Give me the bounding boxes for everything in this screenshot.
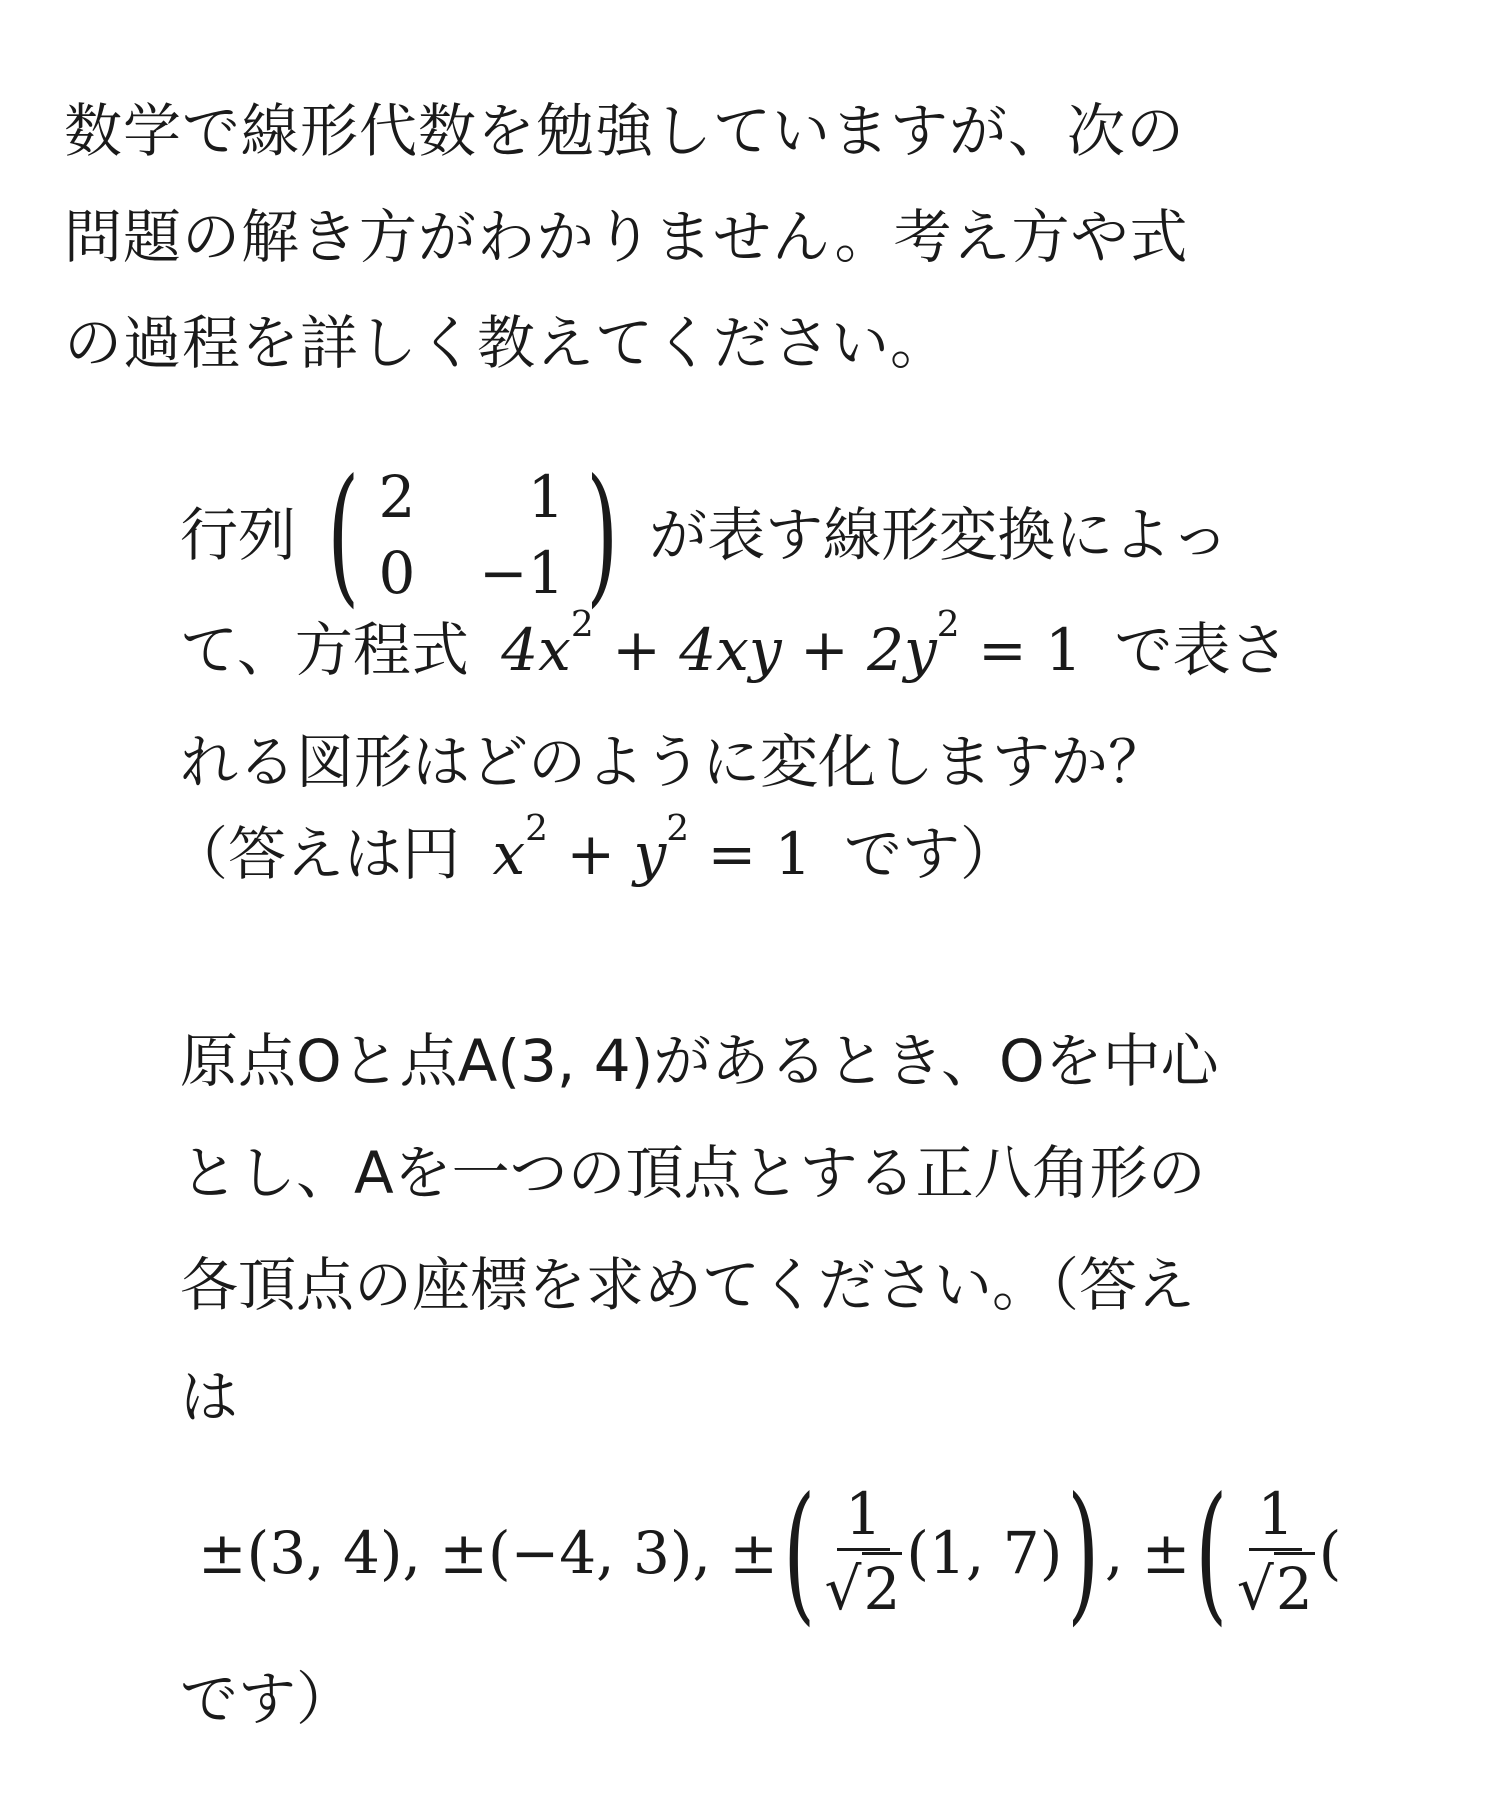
- matrix-entries: [373, 460, 573, 610]
- question-1: [170, 448, 1460, 910]
- sqrt-symbol-2: √: [1236, 1554, 1274, 1623]
- q1-answer: [170, 798, 1460, 910]
- ans-exp-1: 2: [525, 807, 549, 849]
- matrix-entry-22: −1: [479, 539, 565, 607]
- q2-line-6: です）: [180, 1665, 355, 1733]
- intro-line-3: の過程を詳しく教えてください。: [64, 309, 950, 377]
- fraction-2-numerator: 1: [1249, 1480, 1302, 1551]
- q2-line-1: 原点Oと点A(3, 4)があるとき、Oを中心: [180, 1027, 1219, 1095]
- fraction-1-numerator: 1: [837, 1480, 890, 1551]
- fraction-1-denominator: [825, 1551, 903, 1627]
- question-2: [180, 1005, 1460, 1755]
- q2-math-part-4: (: [1318, 1519, 1342, 1587]
- matrix-right-paren: ): [585, 448, 618, 622]
- fraction-2-denominator: [1237, 1551, 1315, 1627]
- q1-line2-prefix: て、方程式: [180, 616, 469, 684]
- q1-answer-postfix: です）: [843, 820, 1018, 888]
- eq-rhs: = 1: [959, 616, 1083, 684]
- q1-line-2: [180, 594, 1460, 706]
- ans-term-a: x: [492, 820, 526, 888]
- q1-line2-postfix: で表さ: [1114, 616, 1289, 684]
- q1-answer-prefix: （答えは円: [170, 820, 461, 888]
- q2-math-part-2: (1, 7): [906, 1519, 1063, 1587]
- sqrt-body: 2: [862, 1552, 903, 1623]
- intro-text: [64, 78, 1444, 396]
- q1-line-3: れる図形はどのように変化しますか？: [180, 728, 1167, 796]
- q1-prefix: 行列: [180, 501, 297, 569]
- big-left-paren-2: (: [1195, 1466, 1228, 1640]
- matrix-entry-11: 2: [378, 463, 416, 531]
- matrix-entry-12: 1: [527, 463, 565, 531]
- intro-line-2: 問題の解き方がわかりません。考え方や式: [64, 203, 1189, 271]
- ans-exp-2: 2: [666, 807, 690, 849]
- eq-term-a: 4x: [501, 616, 571, 684]
- ans-rhs: = 1: [689, 820, 812, 888]
- q1-answer-equation: [492, 807, 830, 888]
- eq-exp-2: 2: [936, 603, 960, 645]
- q2-math-part-1: ±(3, 4), ±(−4, 3), ±: [198, 1519, 778, 1587]
- fraction-2: [1237, 1480, 1315, 1627]
- intro-line-1: 数学で線形代数を勉強していますが、次の: [64, 97, 1186, 165]
- q2-answer-math: [180, 1453, 1428, 1653]
- fraction-1: [825, 1480, 903, 1627]
- eq-exp-1: 2: [570, 603, 594, 645]
- q1-equation: [501, 603, 1100, 684]
- matrix-left-paren: (: [327, 448, 360, 622]
- big-right-paren-1: ): [1067, 1466, 1100, 1640]
- q2-line-2: とし、Aを一つの頂点とする正八角形の: [180, 1139, 1206, 1207]
- q2-line-3: 各頂点の座標を求めてください。（答え: [180, 1251, 1196, 1319]
- q2-math-part-3: , ±: [1104, 1519, 1191, 1587]
- big-left-paren-1: (: [783, 1466, 816, 1640]
- q2-line-4: は: [180, 1363, 239, 1431]
- sqrt-body-2: 2: [1274, 1552, 1315, 1623]
- matrix-entry-21: 0: [378, 539, 416, 607]
- eq-term-c: + 4xy + 2y: [593, 616, 937, 684]
- q1-postfix: が表す線形変換によっ: [649, 501, 1230, 569]
- ans-term-c: + y: [548, 820, 667, 888]
- sqrt-symbol: √: [824, 1554, 862, 1623]
